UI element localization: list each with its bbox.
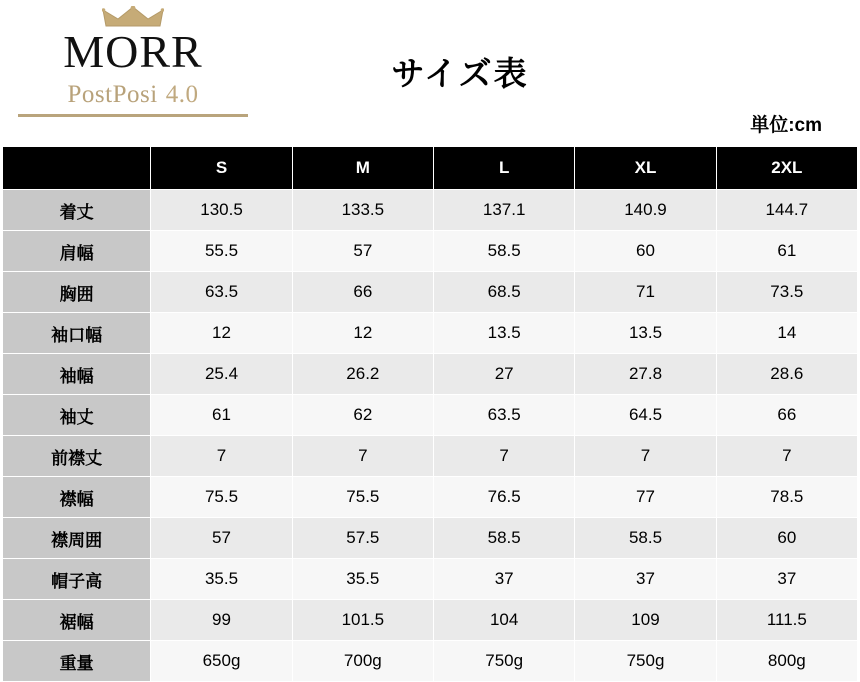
table-row <box>3 190 858 231</box>
table-cell: 57 <box>151 518 292 559</box>
table-header <box>3 147 858 190</box>
table-cell: 75.5 <box>151 477 292 518</box>
table-corner-cell <box>3 147 151 190</box>
table-cell: 76.5 <box>434 477 575 518</box>
table-row <box>3 436 858 477</box>
page-title: サイズ表 <box>391 55 529 92</box>
table-cell: 35.5 <box>151 559 292 600</box>
table-cell: 99 <box>151 600 292 641</box>
table-row <box>3 477 858 518</box>
table-row <box>3 518 858 559</box>
table-cell: 111.5 <box>716 600 857 641</box>
table-header-row <box>3 147 858 190</box>
table-cell: 57.5 <box>292 518 433 559</box>
table-cell: 37 <box>575 559 716 600</box>
brand-subtitle <box>8 80 258 110</box>
table-cell: 104 <box>434 600 575 641</box>
table-cell: 650g <box>151 641 292 682</box>
brand-version: 4.0 <box>165 81 199 108</box>
table-cell: 37 <box>434 559 575 600</box>
table-cell: 57 <box>292 231 433 272</box>
table-cell: 27 <box>434 354 575 395</box>
table-row <box>3 559 858 600</box>
table-cell: 64.5 <box>575 395 716 436</box>
size-table <box>2 146 858 682</box>
table-cell: 130.5 <box>151 190 292 231</box>
brand-divider <box>18 114 248 117</box>
table-row <box>3 641 858 682</box>
table-cell: 13.5 <box>434 313 575 354</box>
table-cell: 68.5 <box>434 272 575 313</box>
column-header-2xl: 2XL <box>716 147 857 190</box>
table-cell: 60 <box>575 231 716 272</box>
row-label: 帽子高 <box>3 559 151 600</box>
table-cell: 61 <box>716 231 857 272</box>
table-cell: 28.6 <box>716 354 857 395</box>
table-row <box>3 313 858 354</box>
table-row <box>3 600 858 641</box>
row-label: 襟周囲 <box>3 518 151 559</box>
table-cell: 13.5 <box>575 313 716 354</box>
table-cell: 27.8 <box>575 354 716 395</box>
column-header-m: M <box>292 147 433 190</box>
table-cell: 73.5 <box>716 272 857 313</box>
row-label: 重量 <box>3 641 151 682</box>
table-cell: 78.5 <box>716 477 857 518</box>
table-cell: 12 <box>151 313 292 354</box>
brand-subtitle-text: PostPosi <box>67 81 158 108</box>
table-cell: 7 <box>292 436 433 477</box>
table-cell: 144.7 <box>716 190 857 231</box>
table-cell: 109 <box>575 600 716 641</box>
table-cell: 62 <box>292 395 433 436</box>
table-row <box>3 231 858 272</box>
unit-label: 単位:cm <box>750 115 822 136</box>
table-cell: 66 <box>716 395 857 436</box>
table-cell: 750g <box>434 641 575 682</box>
table-cell: 26.2 <box>292 354 433 395</box>
table-cell: 700g <box>292 641 433 682</box>
table-cell: 101.5 <box>292 600 433 641</box>
table-cell: 14 <box>716 313 857 354</box>
row-label: 前襟丈 <box>3 436 151 477</box>
row-label: 襟幅 <box>3 477 151 518</box>
table-cell: 77 <box>575 477 716 518</box>
table-cell: 12 <box>292 313 433 354</box>
brand-name: MORR <box>63 26 203 77</box>
table-cell: 800g <box>716 641 857 682</box>
table-row <box>3 354 858 395</box>
row-label: 袖丈 <box>3 395 151 436</box>
table-cell: 750g <box>575 641 716 682</box>
row-label: 着丈 <box>3 190 151 231</box>
row-label: 袖幅 <box>3 354 151 395</box>
table-cell: 140.9 <box>575 190 716 231</box>
table-cell: 58.5 <box>575 518 716 559</box>
table-cell: 60 <box>716 518 857 559</box>
table-cell: 66 <box>292 272 433 313</box>
document-header <box>0 0 860 146</box>
table-cell: 61 <box>151 395 292 436</box>
brand-logo <box>8 6 258 117</box>
row-label: 肩幅 <box>3 231 151 272</box>
table-cell: 133.5 <box>292 190 433 231</box>
column-header-l: L <box>434 147 575 190</box>
table-cell: 58.5 <box>434 518 575 559</box>
row-label: 袖口幅 <box>3 313 151 354</box>
table-cell: 35.5 <box>292 559 433 600</box>
table-cell: 7 <box>151 436 292 477</box>
table-cell: 63.5 <box>151 272 292 313</box>
table-cell: 7 <box>434 436 575 477</box>
column-header-s: S <box>151 147 292 190</box>
table-cell: 75.5 <box>292 477 433 518</box>
table-cell: 71 <box>575 272 716 313</box>
table-cell: 7 <box>716 436 857 477</box>
table-cell: 25.4 <box>151 354 292 395</box>
row-label: 裾幅 <box>3 600 151 641</box>
table-cell: 58.5 <box>434 231 575 272</box>
column-header-xl: XL <box>575 147 716 190</box>
table-row <box>3 272 858 313</box>
crown-icon <box>8 6 258 28</box>
table-cell: 63.5 <box>434 395 575 436</box>
table-cell: 55.5 <box>151 231 292 272</box>
table-body <box>3 190 858 682</box>
table-cell: 7 <box>575 436 716 477</box>
row-label: 胸囲 <box>3 272 151 313</box>
table-cell: 37 <box>716 559 857 600</box>
table-row <box>3 395 858 436</box>
table-cell: 137.1 <box>434 190 575 231</box>
